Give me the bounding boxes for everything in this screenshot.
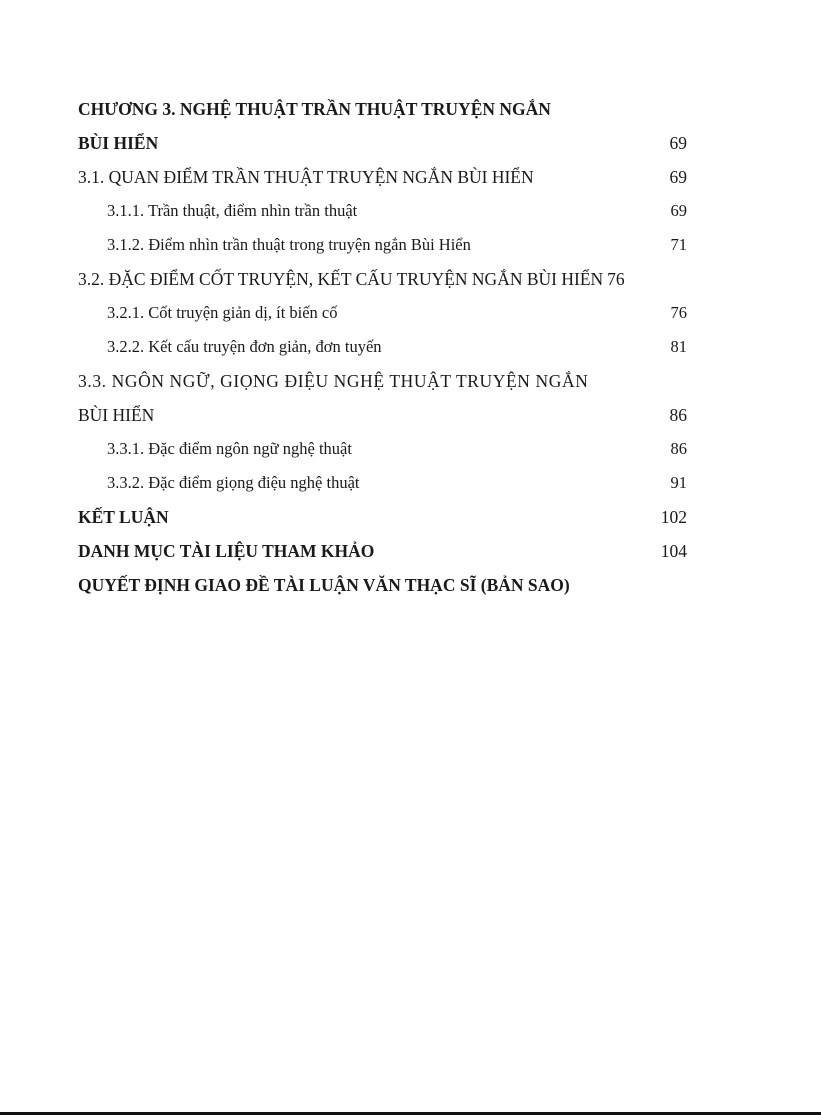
toc-page-number: 71 bbox=[670, 235, 687, 254]
toc-entry-3-2[interactable] bbox=[78, 262, 687, 296]
toc-page-number: 76 bbox=[670, 303, 687, 322]
toc-page-number: 69 bbox=[669, 167, 687, 187]
toc-page-number: 86 bbox=[669, 405, 687, 425]
dot-leader bbox=[474, 249, 668, 250]
toc-entry-text: DANH MỤC TÀI LIỆU THAM KHẢO bbox=[78, 541, 375, 561]
toc-entry-text: 3.3.2. Đặc điểm giọng điệu nghệ thuật bbox=[107, 473, 360, 492]
toc-entry-3-2-1[interactable] bbox=[78, 296, 687, 330]
table-of-contents bbox=[78, 92, 687, 602]
dot-leader bbox=[377, 556, 657, 557]
toc-entry-text: 3.3. NGÔN NGỮ, GIỌNG ĐIỆU NGHỆ THUẬT TRUYỆN NGẮN bbox=[78, 371, 589, 391]
toc-entry-3-3-2[interactable] bbox=[78, 466, 687, 500]
toc-entry-text: 3.2.1. Cốt truyện giản dị, ít biến cố bbox=[107, 303, 338, 322]
toc-entry-3-3[interactable] bbox=[78, 398, 687, 432]
toc-entry-3-3-title bbox=[78, 364, 687, 398]
dot-leader bbox=[355, 453, 668, 454]
toc-entry-text: KẾT LUẬN bbox=[78, 507, 169, 527]
dot-leader bbox=[161, 148, 666, 149]
toc-page-number: 104 bbox=[660, 541, 687, 561]
toc-entry-chapter-3-title bbox=[78, 92, 687, 126]
dot-leader bbox=[537, 182, 667, 183]
dot-leader bbox=[172, 522, 658, 523]
toc-page-number: 69 bbox=[669, 133, 687, 153]
toc-page-number: 69 bbox=[670, 201, 687, 220]
toc-entry-text: BÙI HIỂN bbox=[78, 133, 159, 153]
toc-entry-3-1[interactable] bbox=[78, 160, 687, 194]
toc-entry-text: 3.1. QUAN ĐIỂM TRẦN THUẬT TRUYỆN NGẮN BÙI HIỂN bbox=[78, 167, 534, 187]
toc-page-number: 76 bbox=[607, 269, 625, 289]
toc-entry-text: 3.1.1. Trần thuật, điểm nhìn trần thuật bbox=[107, 201, 358, 220]
toc-entry-text: BÙI HIỂN bbox=[78, 405, 155, 425]
dot-leader bbox=[157, 420, 666, 421]
toc-entry-conclusion[interactable] bbox=[78, 500, 687, 534]
toc-entry-text: CHƯƠNG 3. NGHỆ THUẬT TRẦN THUẬT TRUYỆN NGẮN bbox=[78, 99, 551, 119]
dot-leader bbox=[341, 317, 668, 318]
toc-entry-3-3-1[interactable] bbox=[78, 432, 687, 466]
toc-entry-text: 3.2. ĐẶC ĐIỂM CỐT TRUYỆN, KẾT CẤU TRUYỆN NGẮN BÙI HIỂN bbox=[78, 269, 604, 289]
toc-page-number: 91 bbox=[670, 473, 687, 492]
toc-page-number: 81 bbox=[670, 337, 687, 356]
toc-entry-3-1-2[interactable] bbox=[78, 228, 687, 262]
dot-leader bbox=[360, 215, 667, 216]
toc-entry-decision-copy[interactable] bbox=[78, 568, 687, 602]
toc-entry-text: 3.1.2. Điểm nhìn trần thuật trong truyện ngắn Bùi Hiển bbox=[107, 235, 471, 254]
toc-page-number: 86 bbox=[670, 439, 687, 458]
toc-entry-text: 3.3.1. Đặc điểm ngôn ngữ nghệ thuật bbox=[107, 439, 352, 458]
toc-entry-3-2-2[interactable] bbox=[78, 330, 687, 364]
toc-entry-3-1-1[interactable] bbox=[78, 194, 687, 228]
toc-entry-references[interactable] bbox=[78, 534, 687, 568]
toc-entry-text: QUYẾT ĐỊNH GIAO ĐỀ TÀI LUẬN VĂN THẠC SĨ (BẢN SAO) bbox=[78, 575, 570, 595]
toc-page-number: 102 bbox=[660, 507, 687, 527]
dot-leader bbox=[363, 487, 668, 488]
toc-entry-text: 3.2.2. Kết cấu truyện đơn giản, đơn tuyến bbox=[107, 337, 382, 356]
toc-entry-chapter-3[interactable] bbox=[78, 126, 687, 160]
dot-leader bbox=[385, 351, 668, 352]
